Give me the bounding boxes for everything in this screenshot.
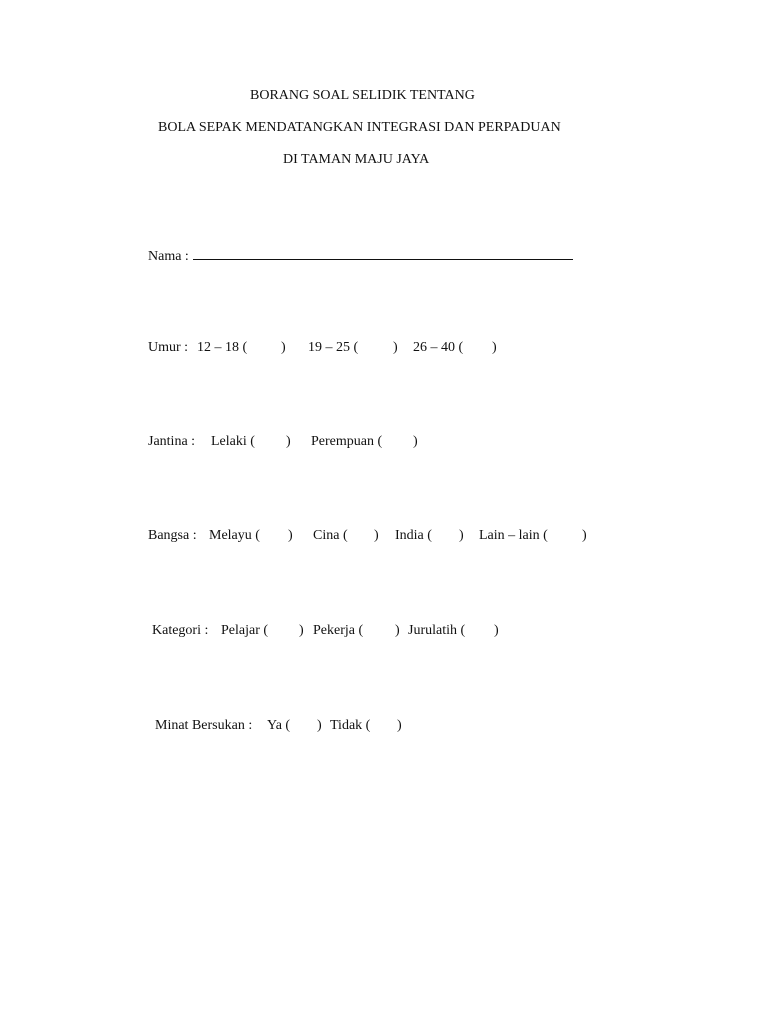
jantina-option-perempuan[interactable]: Perempuan (: [311, 434, 383, 449]
jantina-row: [148, 434, 428, 450]
umur-option-19-25[interactable]: 19 – 25 (: [308, 340, 359, 355]
umur-row: [148, 340, 508, 356]
minat-label: Minat Bersukan :: [155, 718, 253, 733]
bangsa-option-lain-lain-close: ): [582, 528, 587, 543]
minat-option-tidak-close: ): [397, 718, 402, 733]
umur-option-12-18-close: ): [281, 340, 286, 355]
bangsa-row: [148, 528, 598, 544]
bangsa-option-melayu-close: ): [288, 528, 293, 543]
jantina-option-perempuan-close: ): [413, 434, 418, 449]
umur-label: Umur :: [148, 340, 189, 355]
bangsa-option-india-close: ): [459, 528, 464, 543]
minat-option-ya[interactable]: Ya (: [267, 718, 291, 733]
umur-option-26-40[interactable]: 26 – 40 (: [413, 340, 464, 355]
form-title-line-1: BORANG SOAL SELIDIK TENTANG: [250, 88, 475, 103]
umur-option-12-18[interactable]: 12 – 18 (: [197, 340, 248, 355]
bangsa-option-india[interactable]: India (: [395, 528, 432, 543]
kategori-option-jurulatih-close: ): [494, 623, 499, 638]
kategori-option-pelajar-close: ): [299, 623, 304, 638]
bangsa-option-cina-close: ): [374, 528, 379, 543]
kategori-option-pelajar[interactable]: Pelajar (: [221, 623, 269, 638]
kategori-option-jurulatih[interactable]: Jurulatih (: [408, 623, 466, 638]
nama-label: Nama :: [148, 249, 189, 264]
minat-option-tidak[interactable]: Tidak (: [330, 718, 371, 733]
kategori-option-pekerja-close: ): [395, 623, 400, 638]
minat-row: [155, 718, 415, 734]
form-title-line-2: BOLA SEPAK MENDATANGKAN INTEGRASI DAN PERPADUAN: [158, 120, 561, 135]
jantina-label: Jantina :: [148, 434, 196, 449]
bangsa-option-lain-lain[interactable]: Lain – lain (: [479, 528, 548, 543]
nama-input-line[interactable]: [193, 246, 573, 260]
jantina-option-lelaki[interactable]: Lelaki (: [211, 434, 255, 449]
kategori-label: Kategori :: [152, 623, 209, 638]
kategori-option-pekerja[interactable]: Pekerja (: [313, 623, 364, 638]
bangsa-option-melayu[interactable]: Melayu (: [209, 528, 260, 543]
form-title-line-3: DI TAMAN MAJU JAYA: [283, 152, 430, 167]
umur-option-26-40-close: ): [492, 340, 497, 355]
minat-option-ya-close: ): [317, 718, 322, 733]
umur-option-19-25-close: ): [393, 340, 398, 355]
nama-row: [148, 246, 573, 265]
bangsa-label: Bangsa :: [148, 528, 197, 543]
kategori-row: [152, 623, 512, 639]
jantina-option-lelaki-close: ): [286, 434, 291, 449]
bangsa-option-cina[interactable]: Cina (: [313, 528, 348, 543]
